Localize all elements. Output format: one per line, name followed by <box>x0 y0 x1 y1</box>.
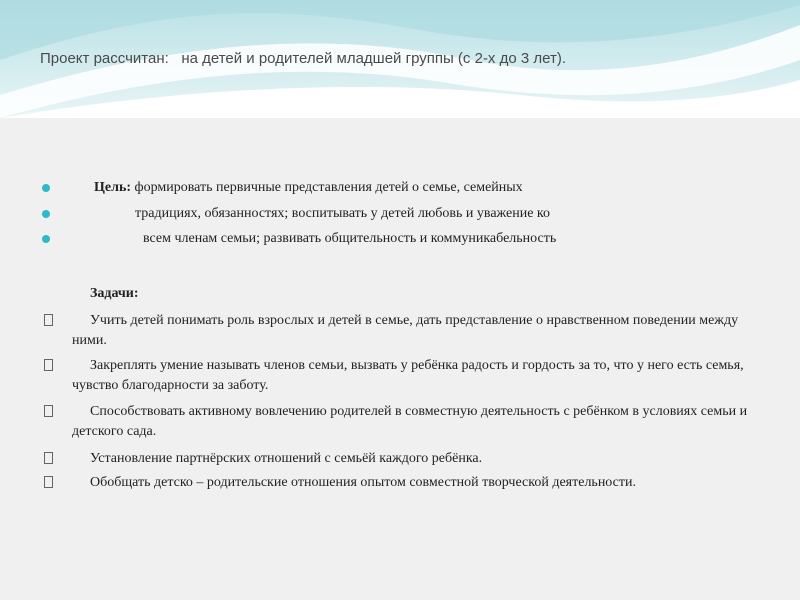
goal-text-line-2: традициях, обязанностях; воспитывать у детей любовь и уважение ко <box>135 206 551 221</box>
bullet-dot-icon <box>42 235 50 243</box>
task-text: Способствовать активному вовлечению родителей в совместную деятельность с ребёнком в условиях семьи и детского сада. <box>72 404 748 439</box>
task-text: Установление партнёрских отношений с семьёй каждого ребёнка. <box>90 451 483 466</box>
goal-line-2 <box>40 204 740 224</box>
task-item <box>40 356 760 396</box>
bullet-dot-icon <box>42 184 50 192</box>
task-item <box>40 311 760 351</box>
task-item <box>40 449 760 469</box>
task-item <box>40 473 760 493</box>
checkbox-square-icon <box>44 405 53 417</box>
task-item <box>40 402 760 442</box>
task-text: Обобщать детско – родительские отношения опытом совместной творческой деятельности. <box>90 475 636 490</box>
bullet-dot-icon <box>42 210 50 218</box>
goal-line-1 <box>40 178 740 198</box>
slide-title: Проект рассчитан: на детей и родителей младшей группы (с 2-х до 3 лет). <box>40 50 567 67</box>
checkbox-square-icon <box>44 359 53 371</box>
task-text: Учить детей понимать роль взрослых и детей в семье, дать представление о нравственном поведении между ними. <box>72 313 739 348</box>
goal-text-line-1: формировать первичные представления детей о семье, семейных <box>134 180 523 195</box>
checkbox-square-icon <box>44 314 53 326</box>
goal-text-line-3: всем членам семьи; развивать общительность и коммуникабельность <box>143 231 557 246</box>
task-text: Закреплять умение называть членов семьи, вызвать у ребёнка радость и гордость за то, что у него есть семья, чувство благодарности за заботу. <box>72 358 744 393</box>
goal-label: Цель: <box>94 180 132 195</box>
checkbox-square-icon <box>44 452 53 464</box>
tasks-heading: Задачи: <box>90 286 139 301</box>
checkbox-square-icon <box>44 476 53 488</box>
goal-line-3 <box>40 229 740 249</box>
